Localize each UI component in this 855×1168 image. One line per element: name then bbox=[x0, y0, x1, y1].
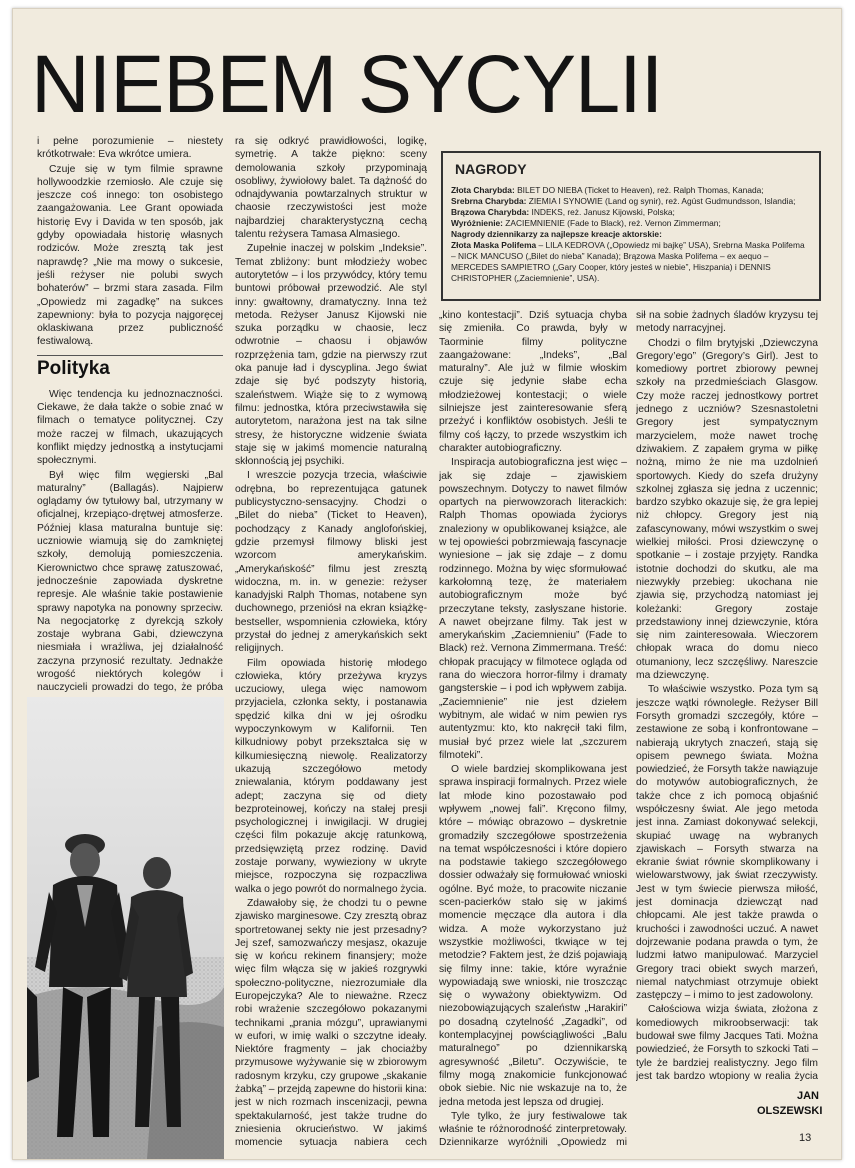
paragraph: Całościowa wizja świata, złożona z komediowych mikroobserwacji: tak budował swe filmy Jacques Tati. Można powiedzieć, że Forsyth to szkocki Tati – tyle że bardziej realistyczny. Jego film jest tak bardzo wtopiony w realia życia bbox=[636, 1004, 818, 1081]
awards-title: NAGRODY bbox=[455, 161, 527, 177]
award-line bbox=[451, 185, 811, 196]
award-line bbox=[451, 196, 811, 207]
page-number: 13 bbox=[799, 1132, 812, 1144]
paragraph: Inspiracja autobiograficzna jest więc – jak się zdaje – zjawiskiem powszechnym. Dotyczy to nawet filmów opartych na pierwowzorach literackich: Ralph Thomas opowiada życiorys znaleziony w opublikowanej książce, ale w tej opowieści pobrzmiewają fascynacje wyniesione – jak się zdaje – z domu rodzinnego. Można by więc sformułować karkołomną tezę, że materiałem autobiograficznym może być przeczytane teksty, zasłyszane historie. A nawet obejrzane filmy. Tak jest w amerykańskim „Zaciemnieniu” (Fade to Black) reż. Vernona Zimmermana. Treść: chłopak pracujący w filmotece ogląda od rana do wieczora horror-filmy i dramaty gangsterskie – i pod ich wpływem zabija. „Zaciemnienie” nie jest dziełem wybitnym, ale widać w nim pewien rys autentyzmu: kto, kto nakręcił taki film, musiał być przez wiele lat „szczurem filmoteki”. bbox=[439, 457, 627, 761]
paragraph: Zupełnie inaczej w polskim „Indeksie”. Temat zbliżony: bunt młodzieży wobec autorytetów – i los przywódcy, który temu buntowi próbował przewodzić. Ale styl inny: gwałtowny, dramatyczny. Inna też metoda. Reżyser Janusz Kijowski nie szuka porządku w chaosie, lecz odwrotnie – chaosu i objawów rozprzężenia tam, gdzie na pierwszy rzut oka panuje ład i dyscyplina. Jego świat zdaje się być podszyty historią, szaleństwem. Wiąże się to z wymową filmu: jednostka, która przeciwstawiła się autorytetom, narażona jest na tak silne stresy, że historyczne widzenie świata staje się w jakimś momencie naturalną skłonnością jej psychiki. bbox=[235, 243, 427, 468]
award-line bbox=[451, 240, 811, 284]
award-text: – LILA KEDROVA („Opowiedz mi bajkę” USA), Srebrna Maska Polifema – NICK MANCUSO („Bilet do nieba” Kanada); Brązowa Maska Polifema – ex aequo – MERCEDES SAMPIETRO („Gary Cooper, który jesteś w niebie”, Hiszpania) i DENNIS CHRISTOPHER („Zaciemnienie”, USA). bbox=[451, 240, 805, 283]
section-heading-polityka: Polityka bbox=[37, 355, 223, 380]
paragraph: Tyle tylko, że jury festiwalowe tak właśnie te różnorodność zinterpretowały. Dziennikarze wyróżnili „Opowiedz mi bbox=[439, 1110, 627, 1147]
award-label: Nagrody dziennikarzy za najlepsze kreacje aktorskie: bbox=[451, 229, 662, 239]
paragraph: O wiele bardziej skomplikowana jest sprawa inspiracji formalnych. Przez wiele lat młode kino pozostawało pod wpływem „nowej fali”. Kręcono filmy, które – mówiąc obrazowo – dyskretnie gromadziły szczegółowe spostrzeżenia na temat współczesności i które dopiero na podstawie takiego szczegółowego dossier odważały się formułować wnioski ogólne. Być może, to pracowite niczanie scen-pacierków stało się w jakimś momencie męczące dla autora i dla widza. A może wykorzystano już wszystkie możliwości, tkwiące w tej metodzie? Faktem jest, że dziś pojawiają się filmy inne: takie, które wyraźnie wypowiadają swe wnioski, nie troszcząc się o wyważony obiektywizm. Od niezobowiązujących szaleństw „Harakiri” po dosadną czytelność „Zagadki”, od kontemplacyjnej powściągliwości „Balu maturalnego” po dziennikarską agresywność „Biletu”. Oczywiście, te filmy mogą znakomicie funkcjonować obok siebie. Nic nie wskazuje na to, że jedna metoda jest lepsza od drugiej. bbox=[439, 764, 627, 1108]
paragraph: i pełne porozumienie – niestety krótkotrwałe: Eva wkrótce umiera. bbox=[37, 136, 223, 161]
column-4 bbox=[636, 309, 818, 1081]
article-title: NIEBEM SYCYLII bbox=[31, 39, 663, 130]
author-last-name: OLSZEWSKI bbox=[757, 1105, 823, 1117]
paragraph: Chodzi o film brytyjski „Dziewczyna Gregory’ego” (Gregory’s Girl). Jest to komediowy portret zbiorowy pewnej szkoły na przedmieściach Glasgow. Czy może raczej jednostkowy portret jednego z uczniów? Szesnastoletni Gregory jest sympatycznym marzycielem, może nawet trochę dziwakiem. Z zapałem gryma w piłkę nożną, mimo że nie ma uzdolnień sportowych. Kiedy do szefa drużyny szkolnej zgłasza się jedna z uczennic; bardzo szybko okazuje się, że gra lepiej niż chłopcy. Gregory jest nią zafascynowany, mówi wszystkim o swej wielkiej miłości. Prosi dziewczynę o spotkanie – i zostaje przyjęty. Randka istotnie dochodzi do skutku, ale ma niezwykły przebieg: ukochana nie zjawia się, przychodzą natomiast jej koleżanki: Gregory zostaje przedstawiony innej dziewczynie, która się nim zainteresowała. Wieczorem chłopak wraca do domu nieco otumaniony, lecz szczęśliwy. Nareszcie ma dziewczynę. bbox=[636, 337, 818, 682]
award-label: Złota Maska Polifema bbox=[451, 240, 537, 250]
awards-box bbox=[441, 151, 821, 301]
paragraph: Więc tendencja ku jednoznaczności. Ciekawe, że dała także o sobie znać w filmach o tematyce politycznej. Czy może raczej w filmach, ukazujących konflikt między jednostką a instytucjami społecznymi. bbox=[37, 388, 223, 467]
film-still-photo bbox=[27, 697, 224, 1159]
award-label: Brązowa Charybda: bbox=[451, 207, 530, 217]
author-first-name: JAN bbox=[796, 1090, 819, 1102]
award-text: INDEKS, reż. Janusz Kijowski, Polska; bbox=[529, 207, 675, 217]
award-line bbox=[451, 229, 811, 240]
paragraph: Był więc film węgierski „Bal maturalny” (Ballagás). Najpierw oglądamy ów tytułowy bal, utrzymany w oficjalnej, krzepiąco-drętwej atmosferze. Później klasa maturalna buntuje się: uczniowie wiamują się do zamkniętej szkoły, demolują pomieszczenia. Kierownictwo chce sprawę zatuszować, jednocześnie zapowiada dyskretne represje. Ale właśnie takie postawienie sprawy napotyka na ponowny sprzeciw. Na negocjatorkę z dyrekcją szkoły zostaje wybrana Gabi, dziewczyna niesmiała i wrażliwa, jej działalność zaczyna przynosić rezultaty. Jednakże wrogość niektórych kolegów i nauczycieli prowadzi do tego, że próba bbox=[37, 469, 223, 694]
photo-image bbox=[27, 697, 224, 1159]
column-2 bbox=[235, 135, 427, 1147]
award-text: ZIEMIA I SYNOWIE (Land og synir), reż. Agúst Gudmundsson, Islandia; bbox=[526, 196, 796, 206]
paragraph: To właściwie wszystko. Poza tym są jeszcze wątki równoległe. Reżyser Bill Forsyth gromadzi szczegóły, które – zestawione ze sobą i konfrontowane – nabierają ukrytych znaczeń, stają się opisem pewnego świata. Można powiedzieć, że Forsyth także nawiązuje do motywów autobiograficznych, że także chce z ich pomocą objaśnić współczesny świat. Ale jego metoda jest inna. Zamiast dokonywać selekcji, skupiać uwagę na wybranych zjawiskach – Forsyth stwarza na ekranie świat równie skomplikowany i wielowarstwowy, jak świat rzeczywisty. Jest w tym świecie pierwsza miłość, jest dominacja dziewcząt nad chłopcami. Ale jest także prawda o kruchości i zawodności uczuć. A nawet dojrzewanie podana prawda o tym, że ludzmi łatwo manipulować. Marzyciel Gregory traci obiekt swych marzeń, niemal natychmiast otrzymuje obiekt zastępczy – i mimo to jest zadowolony. bbox=[636, 684, 818, 1002]
award-line bbox=[451, 218, 811, 229]
paragraph: Zdawałoby się, że chodzi tu o pewne zjawisko marginesowe. Czy zresztą obraz sportretowanej sekty nie jest przesadny? Jej szef, samozwańczy mesjasz, okazuje się w końcu rekinem finansjery; może więc film włącza się w jakieś rozgrywki społeczno-polityczne, niezrozumiałe dla Europejczyka? Ale to nieważne. Rzecz robi wrażenie szczegółowo pokazanymi technikami „prania mózgu”, uprawianymi w eufori, w imię walki o szczytne ideały. Niektóre fragmenty – jak chociażby przymusowe wyżywanie się w zbiorowym radosnym krzyku, czy grupowe „skakanie żabką” – przejdą zapewne do historii kina: jest w nich rozmach inscenizacji, pewna spektakularność, jest także trudne do zniesienia okrucieństwo. W jakimś momencie sytuacja nabiera cech bbox=[235, 897, 427, 1147]
column-1 bbox=[37, 135, 223, 695]
magazine-page bbox=[12, 8, 842, 1160]
paragraph: sił na sobie żadnych śladów kryzysu tej metody narracyjnej. bbox=[636, 310, 818, 335]
author-byline bbox=[757, 1089, 823, 1119]
award-label: Złota Charybda: bbox=[451, 185, 515, 195]
award-text: ZACIEMNIENIE (Fade to Black), reż. Vernon Zimmerman; bbox=[502, 218, 721, 228]
paragraph: „kino kontestacji”. Dziś sytuacja chyba się zmieniła. Co prawda, były w Taorminie filmy polityczne zaangażowane: „Indeks”, „Bal maturalny”. Ale już w filmie włoskim czuje się jedynie słabe echa młodzieżowej kontestacji; o wiele silniejsze jest zainteresowanie sferą przeżyć i konfliktów osobistych. Jeśli te filmy coś łączy, to przede wszystkim ich charakter autobiograficzny. bbox=[439, 310, 627, 454]
paragraph: Czuje się w tym filmie sprawne hollywoodzkie rzemiosło. Ale czuje się jeszcze coś innego: ton osobistego zaangażowania. Lee Grant opowiada historię Evy i Davida w ten sposób, jak gdyby opowiadała historię własnych rodziców. Może zresztą tak jest naprawdę? „Nie ma mowy o sukcesie, jeśli reżyser nie polubi swych bohaterów” – brzmi stara zasada. Film „Opowiedz mi zagadkę” na sukces zapewniony: była to pozycja najgoręcej oklaskiwana przez publiczność festiwalową. bbox=[37, 163, 223, 348]
award-label: Wyróżnienie: bbox=[451, 218, 503, 228]
paragraph: I wreszcie pozycja trzecia, właściwie odrębna, bo reprezentująca gatunek publicystyczno-sensacyjny. Chodzi o „Bilet do nieba” (Ticket to Heaven), pochodzący z Kanady anglofońskiej, gdzie przemysł filmowy bliski jest wzorcom amerykańskim. „Amerykańskość” filmu jest zresztą widoczna, m. in. w genezie: reżyser kanadyjski Ralph Thomas, notabene syn duchownego, przeniósł na ekran książkę-bestseller, wspomnienia człowieka, który przystał do jednej z amerykańskich sekt religijnych. bbox=[235, 470, 427, 655]
paragraph: Film opowiada historię młodego człowieka, który przeżywa kryzys uczuciowy, ulega więc namowom przyjaciela, członka sekty, i postanawia spędzić kilka dni w jej ośrodku wypoczynkowym w Kalifornii. Ten kilkudniowy pobyt przekształca się w kilkumiesięczną niewolę. Realizatorzy ukazują szczegółowo metody zniewalania, którym poddawany jest adept; zaczyna się od diety bezproteinowej, kończy na stałej presji psychologicznej i inwigilacji. W drugiej części film pokazuje akcję ratunkową, przedsięwziętą przez rodzinę. David zostaje porwany, wywieziony w ukryte miejsce, rozpoczyna się rozpaczliwa walka o jego powrót do normalnego życia. bbox=[235, 657, 427, 895]
award-line bbox=[451, 207, 811, 218]
column-3 bbox=[439, 309, 627, 1147]
paragraph: ra się odkryć prawidłowości, logikę, symetrię. A także piękno: sceny demolowania szkoły przypominają osobliwy, żywiołowy balet. Ta dążność do odnajdywania powtarzalnych struktur w chaosie rzeczywistości jest może najbardziej charakterystyczną cechą talentu reżysera Tamasa Almasiego. bbox=[235, 136, 427, 241]
award-text: BILET DO NIEBA (Ticket to Heaven), reż. Ralph Thomas, Kanada; bbox=[514, 185, 764, 195]
award-label: Srebrna Charybda: bbox=[451, 196, 527, 206]
